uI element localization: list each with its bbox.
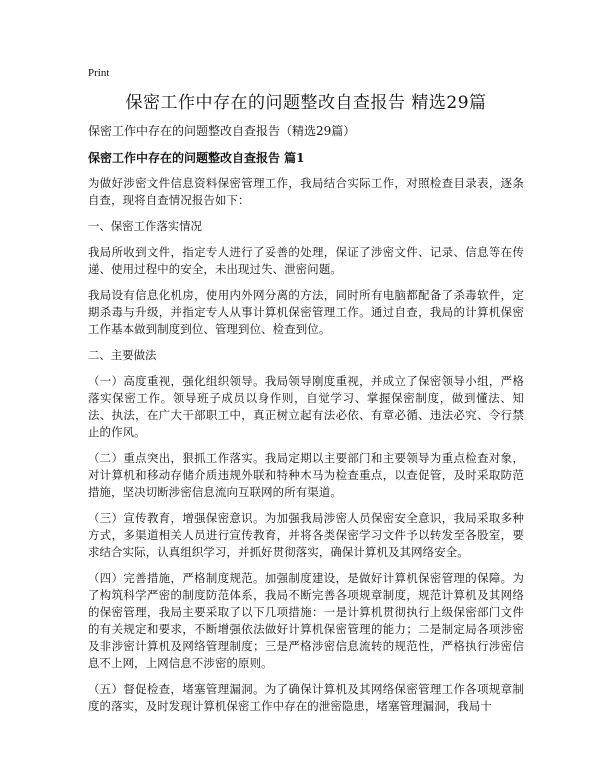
paragraph-computer-room: 我局设有信息化机房，使用内外网分离的方法，同时所有电脑都配备了杀毒软件，定期杀毒与升级，并指定专人从事计算机保密管理工作。通过自查，我局的计算机保密工作基本做到制度到位、管理到位、检查到位。 <box>88 288 524 336</box>
document-title: 保密工作中存在的问题整改自查报告 精选29篇 <box>125 93 487 113</box>
heading-main-practices: 二、主要做法 <box>88 348 157 362</box>
paragraph-practice-4: （四）完善措施，严格制度规范。加强制度建设，是做好计算机保密管理的保障。为了构筑科学严密的制度防范体系，我局不断完善各项规章制度，规范计算机及其网络的保密管理，我局主要采取了以下几项措施：一是计算机贯彻执行上级保密部门文件的有关规定和要求，不断增强依法做好计算机保密管理的能力；二是制定局各项涉密及非涉密计算机及网络管理制度；三是严格涉密信息流转的规范性，严格执行涉密信息不上网，上网信息不涉密的原则。 <box>88 571 524 670</box>
document-page <box>88 66 524 724</box>
paragraph-practice-5: （五）督促检查，堵塞管理漏洞。为了确保计算机及其网络保密管理工作各项规章制度的落实，及时发现计算机保密工作中存在的泄密隐患，堵塞管理漏洞，我局十 <box>88 682 524 713</box>
paragraph-files: 我局所收到文件，指定专人进行了妥善的处理，保证了涉密文件、记录、信息等在传递、使用过程中的安全，未出现过失、泄密问题。 <box>88 245 524 276</box>
intro-paragraph: 为做好涉密文件信息资料保密管理工作，我局结合实际工作，对照检查目录表，逐条自查，现将自查情况报告如下： <box>88 176 524 207</box>
paragraph-practice-3: （三）宣传教育，增强保密意识。为加强我局涉密人员保密安全意识，我局采取多种方式，多渠道相关人员进行宣传教育，并将各类保密学习文件予以转发至各股室，要求结合实际，认真组织学习，并抓好贯彻落实，确保计算机及其网络安全。 <box>88 511 524 559</box>
heading-implementation: 一、保密工作落实情况 <box>88 219 202 233</box>
paragraph-practice-2: （二）重点突出，狠抓工作落实。我局定期以主要部门和主要领导为重点检查对象，对计算机和移动存储介质违规外联和特种木马为检查重点，以查促管，及时采取防范措施，坚决切断涉密信息流向互联网的所有渠道。 <box>88 451 524 499</box>
document-subtitle: 保密工作中存在的问题整改自查报告（精选29篇） <box>88 124 356 138</box>
paragraph-practice-1: （一）高度重视，强化组织领导。我局领导刚度重视，并成立了保密领导小组，严格落实保密工作。领导班子成员以身作则，自觉学习、掌握保密制度，做到懂法、知法、执法，在广大干部职工中，真正树立起有法必依、有章必循、违法必究、令行禁止的作风。 <box>88 374 524 439</box>
section-title: 保密工作中存在的问题整改自查报告 篇1 <box>88 151 305 165</box>
print-label[interactable]: Print <box>88 67 110 79</box>
